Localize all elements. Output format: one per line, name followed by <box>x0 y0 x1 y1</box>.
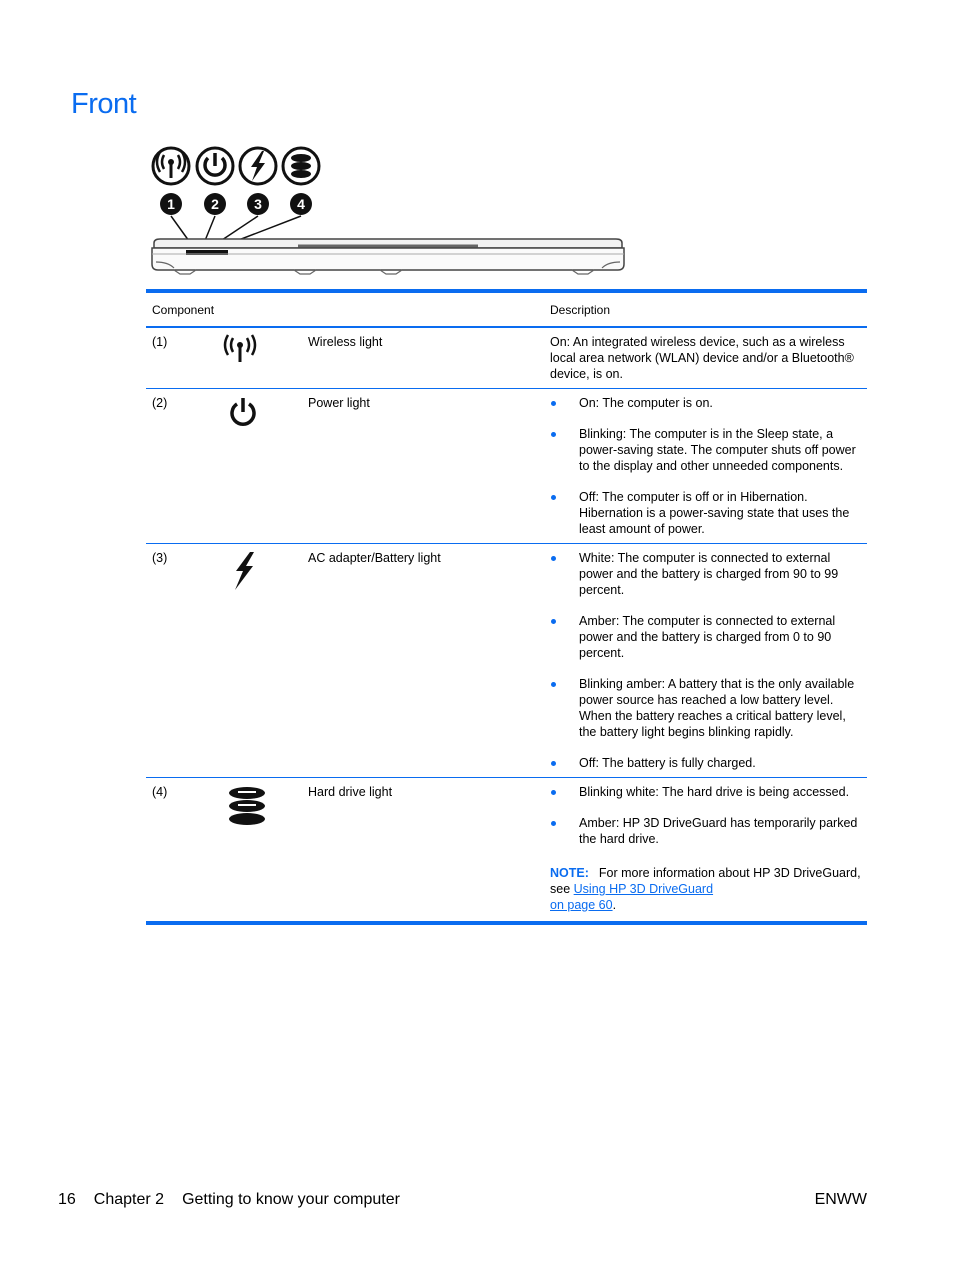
bullet-icon <box>551 619 556 624</box>
ac-adapter-bolt-icon <box>238 146 278 186</box>
list-item: Off: The computer is off or in Hibernation. Hibernation is a power-saving state that uses the least amount of power. <box>550 489 861 537</box>
header-blank <box>302 291 544 327</box>
bullet-icon <box>551 790 556 795</box>
bullet-list <box>550 550 861 771</box>
footer-right: ENWW <box>814 1191 867 1208</box>
component-name: Wireless light <box>302 327 544 389</box>
bullet-icon <box>551 761 556 766</box>
bullet-icon <box>551 821 556 826</box>
page-number: 16 <box>58 1191 76 1208</box>
list-item: On: The computer is on. <box>550 395 861 411</box>
wireless-icon <box>151 146 191 186</box>
svg-text:1: 1 <box>167 196 175 212</box>
page-60-link[interactable]: on page 60 <box>550 898 613 912</box>
note-end: . <box>612 898 617 912</box>
component-cell <box>146 544 302 778</box>
component-cell <box>146 778 302 924</box>
component-description <box>544 778 867 924</box>
hard-drive-icon <box>281 146 321 186</box>
chapter-title: Getting to know your computer <box>182 1191 400 1208</box>
front-view-figure <box>148 140 628 278</box>
table-header-row <box>146 291 867 327</box>
component-number: (2) <box>152 396 168 410</box>
list-item: Blinking amber: A battery that is the only available power source has reached a low battery level. When the battery reaches a critical battery level, the battery light begins blinking rapidly. <box>550 676 861 740</box>
table-row <box>146 778 867 924</box>
component-number: (4) <box>152 785 168 799</box>
component-description: On: An integrated wireless device, such as a wireless local area network (WLAN) device and/or a Bluetooth® device, is on. <box>544 327 867 389</box>
table-row <box>146 544 867 778</box>
component-description <box>544 544 867 778</box>
component-name: Hard drive light <box>302 778 544 924</box>
header-description: Description <box>544 291 867 327</box>
driveguard-link[interactable]: Using HP 3D DriveGuard <box>573 882 714 896</box>
wireless-icon <box>223 334 257 364</box>
list-item: Blinking white: The hard drive is being accessed. <box>550 784 861 800</box>
svg-text:2: 2 <box>211 196 219 212</box>
bullet-icon <box>551 682 556 687</box>
bullet-list <box>550 395 861 537</box>
bullet-list <box>550 784 861 847</box>
bullet-icon <box>551 401 556 406</box>
list-item: Amber: HP 3D DriveGuard has temporarily parked the hard drive. <box>550 815 861 847</box>
list-item: Blinking: The computer is in the Sleep state, a power-saving state. The computer shuts off power to the display and other unneeded components. <box>550 426 861 474</box>
component-name: AC adapter/Battery light <box>302 544 544 778</box>
note-label: NOTE: <box>550 866 589 880</box>
list-item: White: The computer is connected to external power and the battery is charged from 90 to 99 percent. <box>550 550 861 598</box>
power-icon <box>195 146 235 186</box>
header-component: Component <box>146 291 302 327</box>
chapter-label: Chapter 2 <box>93 1191 165 1208</box>
table-row <box>146 389 867 544</box>
bullet-icon <box>551 556 556 561</box>
component-number: (3) <box>152 551 168 565</box>
page-title: Front <box>71 88 137 120</box>
laptop-front-illustration <box>148 210 628 278</box>
hard-drive-icon <box>228 786 266 826</box>
component-cell <box>146 389 302 544</box>
page-footer <box>58 1191 867 1209</box>
svg-text:4: 4 <box>297 196 305 212</box>
power-icon <box>228 397 258 427</box>
bullet-icon <box>551 432 556 437</box>
footer-left <box>58 1191 418 1209</box>
list-item: Off: The battery is fully charged. <box>550 755 861 771</box>
component-table <box>146 289 867 925</box>
component-description <box>544 389 867 544</box>
list-item: Amber: The computer is connected to external power and the battery is charged from 0 to 90 percent. <box>550 613 861 661</box>
ac-adapter-bolt-icon <box>230 552 258 590</box>
component-cell <box>146 327 302 389</box>
bullet-icon <box>551 495 556 500</box>
note <box>550 865 861 913</box>
note-text: For more information about HP 3D DriveGuard, see <box>550 866 861 896</box>
table-row <box>146 327 867 389</box>
svg-text:3: 3 <box>254 196 262 212</box>
component-number: (1) <box>152 335 168 349</box>
component-name: Power light <box>302 389 544 544</box>
